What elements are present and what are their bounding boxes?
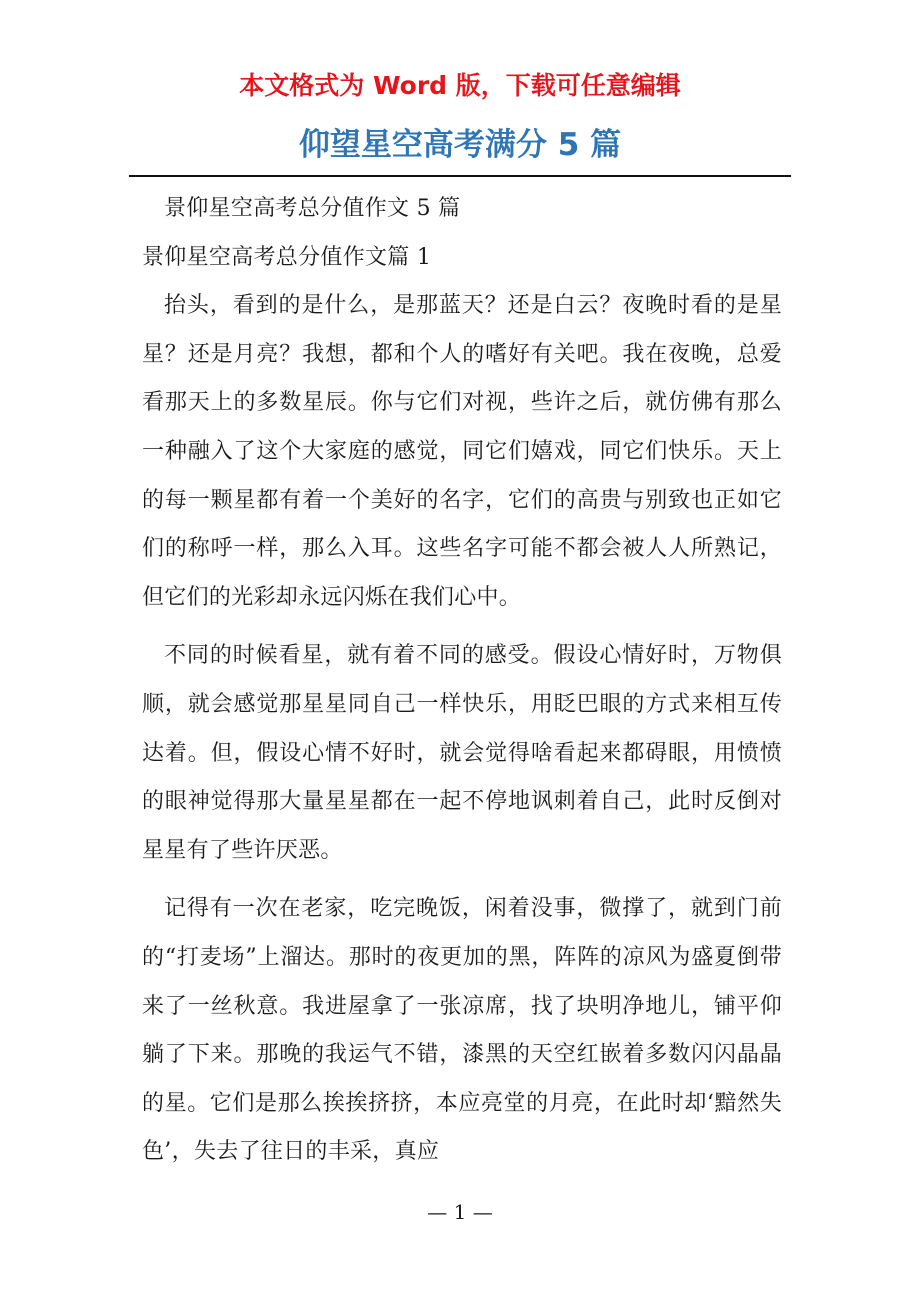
section-heading: 景仰星空高考总分值作文篇 1 [142, 244, 432, 270]
paragraph-1: 抬头，看到的是什么，是那蓝天？还是白云？夜晚时看的是星星？还是月亮？我想，都和个人的嗜好有关吧。我在夜晚，总爱看那天上的多数星辰。你与它们对视，些许之后，就仿佛有那么一种融入了这个大家庭的感觉，同它们嬉戏，同它们快乐。天上的每一颗星都有着一个美好的名字，它们的高贵与别致也正如它们的称呼一样，那么入耳。这些名字可能不都会被人人所熟记，但它们的光彩却永远闪烁在我们心中。 [142, 293, 782, 610]
paragraph-2: 不同的时候看星，就有着不同的感受。假设心情好时，万物俱顺，就会感觉那星星同自己一样快乐，用眨巴眼的方式来相互传达着。但，假设心情不好时，就会觉得啥看起来都碍眼，用愤愤的眼神觉得那大量星星都在一起不停地讽刺着自己，此时反倒对星星有了些许厌恶。 [142, 643, 782, 863]
paragraph-3: 记得有一次在老家，吃完晚饭，闲着没事，微撑了，就到门前的“打麦场”上溜达。那时的夜更加的黑，阵阵的凉风为盛夏倒带来了一丝秋意。我进屋拿了一张凉席，找了块明净地儿，铺平仰躺了下来。那晚的我运气不错，漆黑的天空红嵌着多数闪闪晶晶的星。它们是那么挨挨挤挤，本应亮堂的月亮，在此时却‘黯然失色’，失去了往日的丰采，真应 [142, 896, 782, 1165]
page-title: 仰望星空高考满分 5 篇 [298, 127, 622, 163]
title-divider [129, 175, 791, 177]
page-number: — 1 — [427, 1200, 493, 1224]
document-subtitle: 景仰星空高考总分值作文 5 篇 [164, 196, 461, 221]
document-body [142, 185, 782, 1187]
format-notice: 本文格式为 Word 版，下载可任意编辑 [239, 71, 681, 100]
